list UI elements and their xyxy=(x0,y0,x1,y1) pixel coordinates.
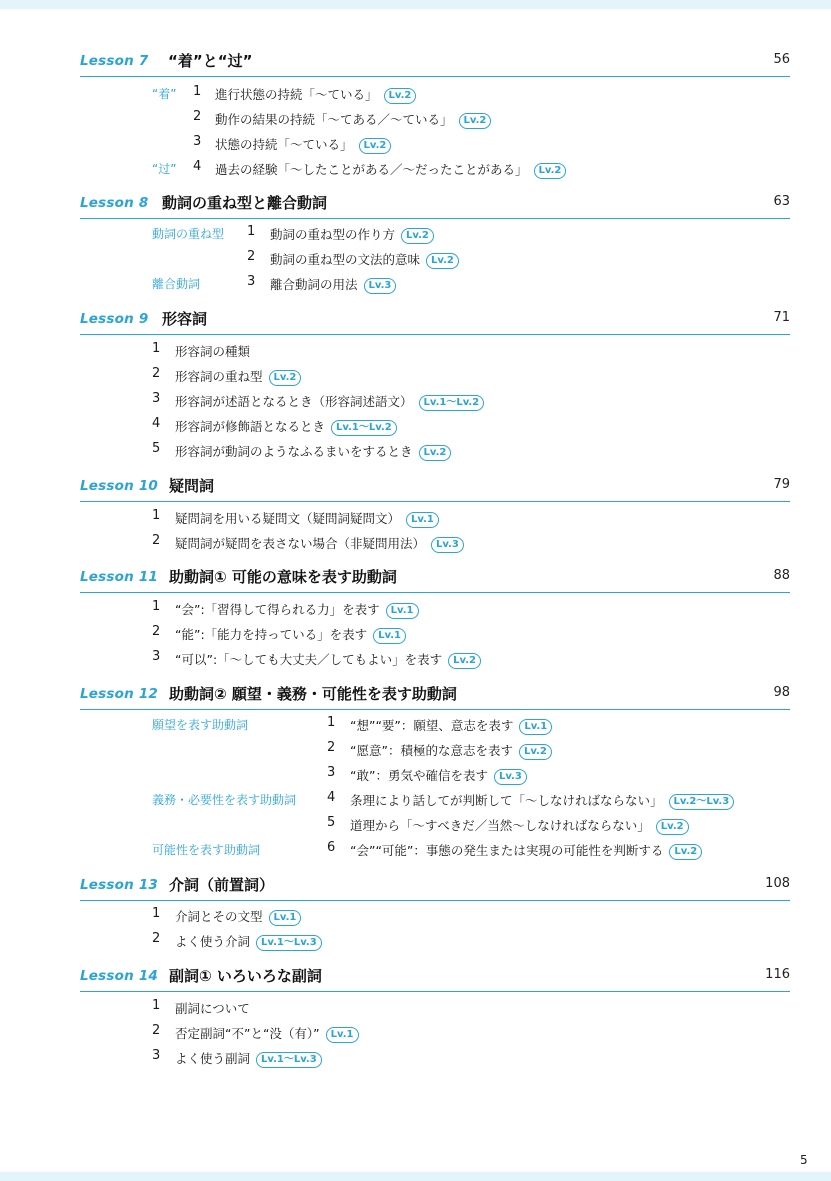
toc-item-text-wrap xyxy=(350,841,702,860)
toc-item-number: 1 xyxy=(152,508,161,523)
toc-item-text: 否定副詞“不”と“没（有）” xyxy=(175,1026,320,1041)
toc-item-number: 2 xyxy=(152,624,161,639)
toc-item-number: 2 xyxy=(152,533,161,548)
toc-item-number: 3 xyxy=(152,649,161,664)
toc-item-number: 4 xyxy=(152,416,161,431)
toc-item-text: 道理から「～すべきだ／当然～しなければならない」 xyxy=(350,818,650,833)
toc-item[interactable] xyxy=(80,365,790,387)
toc-item-number: 5 xyxy=(327,815,336,830)
toc-item-text-wrap xyxy=(175,650,481,669)
lesson-label: Lesson 9 xyxy=(80,311,149,327)
toc-item-number: 3 xyxy=(152,1048,161,1063)
lesson-title: 助動詞① 可能の意味を表す助動詞 xyxy=(169,568,397,586)
toc-item[interactable] xyxy=(80,839,790,861)
toc-item-number: 1 xyxy=(152,906,161,921)
lesson-label: Lesson 12 xyxy=(80,686,159,702)
toc-item[interactable] xyxy=(80,1022,790,1044)
page-number: 5 xyxy=(800,1153,808,1167)
toc-item[interactable] xyxy=(80,814,790,836)
toc-item-text-wrap xyxy=(350,816,689,835)
lesson-title: 疑問詞 xyxy=(169,477,215,495)
toc-item[interactable] xyxy=(80,905,790,927)
lesson-heading[interactable] xyxy=(80,681,790,710)
level-badge: Lv.2 xyxy=(534,163,567,179)
toc-item-text: 動詞の重ね型の作り方 xyxy=(270,227,396,242)
toc-item-number: 3 xyxy=(152,391,161,406)
lesson-section xyxy=(80,473,790,502)
toc-item[interactable] xyxy=(80,739,790,761)
toc-item-number: 2 xyxy=(327,740,336,755)
toc-item-text: 介詞とその文型 xyxy=(175,909,263,924)
toc-item[interactable] xyxy=(80,789,790,811)
toc-item-number: 2 xyxy=(193,109,202,124)
bottom-band xyxy=(0,1172,831,1181)
toc-item-text: “可以”:「～しても大丈夫／してもよい」を表す xyxy=(175,652,443,667)
level-badge: Lv.2 xyxy=(519,744,552,760)
level-badge: Lv.2 xyxy=(401,228,434,244)
level-badge: Lv.1～Lv.2 xyxy=(419,395,485,411)
toc-item[interactable] xyxy=(80,598,790,620)
lesson-page-number: 79 xyxy=(773,477,790,492)
toc-item[interactable] xyxy=(80,1047,790,1069)
level-badge: Lv.1～Lv.3 xyxy=(256,935,322,951)
level-badge: Lv.2 xyxy=(419,445,452,461)
toc-item-text: 疑問詞を用いる疑問文（疑問詞疑問文） xyxy=(175,511,401,526)
level-badge: Lv.2 xyxy=(426,253,459,269)
lesson-heading[interactable] xyxy=(80,872,790,901)
lesson-label: Lesson 10 xyxy=(80,478,159,494)
toc-item-text-wrap xyxy=(350,741,552,760)
lesson-heading[interactable] xyxy=(80,48,790,77)
toc-item-text-wrap xyxy=(175,342,250,360)
lesson-section xyxy=(80,306,790,335)
toc-item[interactable] xyxy=(80,390,790,412)
toc-item-number: 3 xyxy=(193,134,202,149)
toc-item-text-wrap xyxy=(215,110,491,129)
toc-item-text: 形容詞の重ね型 xyxy=(175,369,263,384)
toc-item-text: 形容詞が修飾語となるとき xyxy=(175,419,326,434)
toc-item-text: 疑問詞が疑問を表さない場合（非疑問用法） xyxy=(175,536,426,551)
toc-item-text-wrap xyxy=(270,250,459,269)
toc-item[interactable] xyxy=(80,440,790,462)
toc-group-label: 可能性を表す助動詞 xyxy=(152,843,261,857)
toc-item-text-wrap xyxy=(270,275,396,294)
lesson-page-number: 88 xyxy=(773,568,790,583)
toc-group-label: 義務・必要性を表す助動詞 xyxy=(152,793,297,807)
level-badge: Lv.1 xyxy=(519,719,552,735)
toc-item-number: 5 xyxy=(152,441,161,456)
lesson-page-number: 116 xyxy=(765,967,790,982)
toc-item-text-wrap xyxy=(175,907,301,926)
toc-item-number: 3 xyxy=(327,765,336,780)
toc-item-text: “能”:「能力を持っている」を表す xyxy=(175,627,368,642)
toc-item-text: 状態の持続「～ている」 xyxy=(215,137,353,152)
toc-group-label: “着” xyxy=(152,87,177,101)
toc-item-number: 1 xyxy=(152,998,161,1013)
toc-item-number: 1 xyxy=(152,341,161,356)
toc-item[interactable] xyxy=(80,108,790,130)
level-badge: Lv.1 xyxy=(326,1027,359,1043)
toc-item-text: 離合動詞の用法 xyxy=(270,277,358,292)
lesson-label: Lesson 11 xyxy=(80,569,159,585)
toc-item-text-wrap xyxy=(350,716,552,735)
level-badge: Lv.2 xyxy=(269,370,302,386)
level-badge: Lv.1～Lv.3 xyxy=(256,1052,322,1068)
lesson-page-number: 98 xyxy=(773,685,790,700)
toc-item-number: 2 xyxy=(247,249,256,264)
toc-item-text-wrap xyxy=(175,534,464,553)
toc-item[interactable] xyxy=(80,714,790,736)
toc-item-text-wrap xyxy=(175,367,301,386)
toc-item-number: 4 xyxy=(327,790,336,805)
toc-item[interactable] xyxy=(80,623,790,645)
level-badge: Lv.1 xyxy=(373,628,406,644)
lesson-heading[interactable] xyxy=(80,963,790,992)
toc-group-label: 願望を表す助動詞 xyxy=(152,718,249,732)
lesson-title: 介詞（前置詞） xyxy=(169,876,275,894)
toc-item[interactable] xyxy=(80,223,790,245)
toc-group-label: “过” xyxy=(152,162,177,176)
lesson-section xyxy=(80,963,790,992)
toc-item-text-wrap xyxy=(175,442,451,461)
toc-item[interactable] xyxy=(80,930,790,952)
toc-item-text-wrap xyxy=(175,600,419,619)
toc-item-number: 2 xyxy=(152,366,161,381)
toc-item-text-wrap xyxy=(175,625,406,644)
toc-item-text-wrap xyxy=(175,392,484,411)
toc-item-number: 6 xyxy=(327,840,336,855)
top-band xyxy=(0,0,831,9)
lesson-page-number: 71 xyxy=(773,310,790,325)
toc-item-text: 条理により話してが判断して「～しなければならない」 xyxy=(350,793,663,808)
lesson-page-number: 63 xyxy=(773,194,790,209)
lesson-section xyxy=(80,564,790,593)
lesson-page-number: 108 xyxy=(765,876,790,891)
toc-item-text-wrap xyxy=(350,791,734,810)
level-badge: Lv.3 xyxy=(494,769,527,785)
toc-item-number: 2 xyxy=(152,1023,161,1038)
toc-item-text: 動詞の重ね型の文法的意味 xyxy=(270,252,421,267)
toc-item-number: 4 xyxy=(193,159,202,174)
toc-item-text: よく使う副詞 xyxy=(175,1051,251,1066)
toc-item-text: 形容詞が述語となるとき（形容詞述語文） xyxy=(175,394,413,409)
toc-item[interactable] xyxy=(80,507,790,529)
toc-item[interactable] xyxy=(80,340,790,362)
level-badge: Lv.2～Lv.3 xyxy=(669,794,735,810)
toc-item[interactable] xyxy=(80,997,790,1019)
toc-group-label: 動詞の重ね型 xyxy=(152,227,225,241)
level-badge: Lv.2 xyxy=(459,113,492,129)
toc-item[interactable] xyxy=(80,273,790,295)
toc-item[interactable] xyxy=(80,133,790,155)
toc-item[interactable] xyxy=(80,532,790,554)
lesson-title: 動詞の重ね型と離合動詞 xyxy=(162,194,328,212)
toc-item-number: 3 xyxy=(247,274,256,289)
toc-item-text-wrap xyxy=(270,225,434,244)
toc-group-label: 離合動詞 xyxy=(152,277,201,291)
toc-item-number: 2 xyxy=(152,931,161,946)
lesson-label: Lesson 7 xyxy=(80,53,149,69)
lesson-heading[interactable] xyxy=(80,564,790,593)
lesson-page-number: 56 xyxy=(773,52,790,67)
toc-item-text: 副詞について xyxy=(175,1001,250,1016)
lesson-label: Lesson 8 xyxy=(80,195,149,211)
toc-item-text-wrap xyxy=(215,135,391,154)
toc-item-text-wrap xyxy=(175,999,250,1017)
level-badge: Lv.3 xyxy=(431,537,464,553)
toc-item-number: 1 xyxy=(247,224,256,239)
toc-item-number: 1 xyxy=(152,599,161,614)
toc-item-text-wrap xyxy=(215,160,566,179)
level-badge: Lv.1～Lv.2 xyxy=(331,420,397,436)
toc-item-text: 進行状態の持続「～ている」 xyxy=(215,87,378,102)
lesson-title: 助動詞② 願望・義務・可能性を表す助動詞 xyxy=(169,685,457,703)
lesson-heading[interactable] xyxy=(80,190,790,219)
toc-item-text: 形容詞が動詞のようなふるまいをするとき xyxy=(175,444,413,459)
toc-item[interactable] xyxy=(80,158,790,180)
lesson-title: 形容詞 xyxy=(162,310,208,328)
toc-item[interactable] xyxy=(80,764,790,786)
level-badge: Lv.1 xyxy=(386,603,419,619)
toc-item-text-wrap xyxy=(175,932,322,951)
level-badge: Lv.1 xyxy=(406,512,439,528)
toc-item-text: よく使う介詞 xyxy=(175,934,251,949)
lesson-section xyxy=(80,872,790,901)
level-badge: Lv.3 xyxy=(364,278,397,294)
toc-item-text-wrap xyxy=(350,766,527,785)
toc-item-text-wrap xyxy=(175,1049,322,1068)
toc-item[interactable] xyxy=(80,415,790,437)
toc-item-text: “会”“可能”：事態の発生または実現の可能性を判断する xyxy=(350,843,664,858)
toc-item-text-wrap xyxy=(215,85,416,104)
lesson-label: Lesson 14 xyxy=(80,968,159,984)
level-badge: Lv.2 xyxy=(384,88,417,104)
lesson-section xyxy=(80,190,790,219)
toc-item-text: “敢”：勇気や確信を表す xyxy=(350,768,488,783)
level-badge: Lv.2 xyxy=(359,138,392,154)
toc-item[interactable] xyxy=(80,83,790,105)
level-badge: Lv.2 xyxy=(448,653,481,669)
toc-item-text: “想”“要”：願望、意志を表す xyxy=(350,718,514,733)
level-badge: Lv.2 xyxy=(656,819,689,835)
toc-item-text: 過去の経験「～したことがある／～だったことがある」 xyxy=(215,162,528,177)
toc-item-text: 形容詞の種類 xyxy=(175,344,251,359)
toc-item[interactable] xyxy=(80,648,790,670)
toc-item-number: 1 xyxy=(327,715,336,730)
lesson-title: 副詞① いろいろな副詞 xyxy=(169,967,322,985)
toc-item-number: 1 xyxy=(193,84,202,99)
toc-item-text-wrap xyxy=(175,1024,359,1043)
toc-item-text: “愿意”：積極的な意志を表す xyxy=(350,743,513,758)
toc-item-text: “会”:「習得して得られる力」を表す xyxy=(175,602,380,617)
lesson-label: Lesson 13 xyxy=(80,877,159,893)
toc-item-text-wrap xyxy=(175,417,397,436)
lesson-heading[interactable] xyxy=(80,306,790,335)
level-badge: Lv.1 xyxy=(269,910,302,926)
toc-item[interactable] xyxy=(80,248,790,270)
toc-item-text-wrap xyxy=(175,509,439,528)
lesson-section xyxy=(80,48,790,77)
level-badge: Lv.2 xyxy=(669,844,702,860)
toc-item-text: 動作の結果の持続「～てある／～ている」 xyxy=(215,112,453,127)
lesson-title: “着”と“过” xyxy=(168,52,253,70)
lesson-section xyxy=(80,681,790,710)
lesson-heading[interactable] xyxy=(80,473,790,502)
